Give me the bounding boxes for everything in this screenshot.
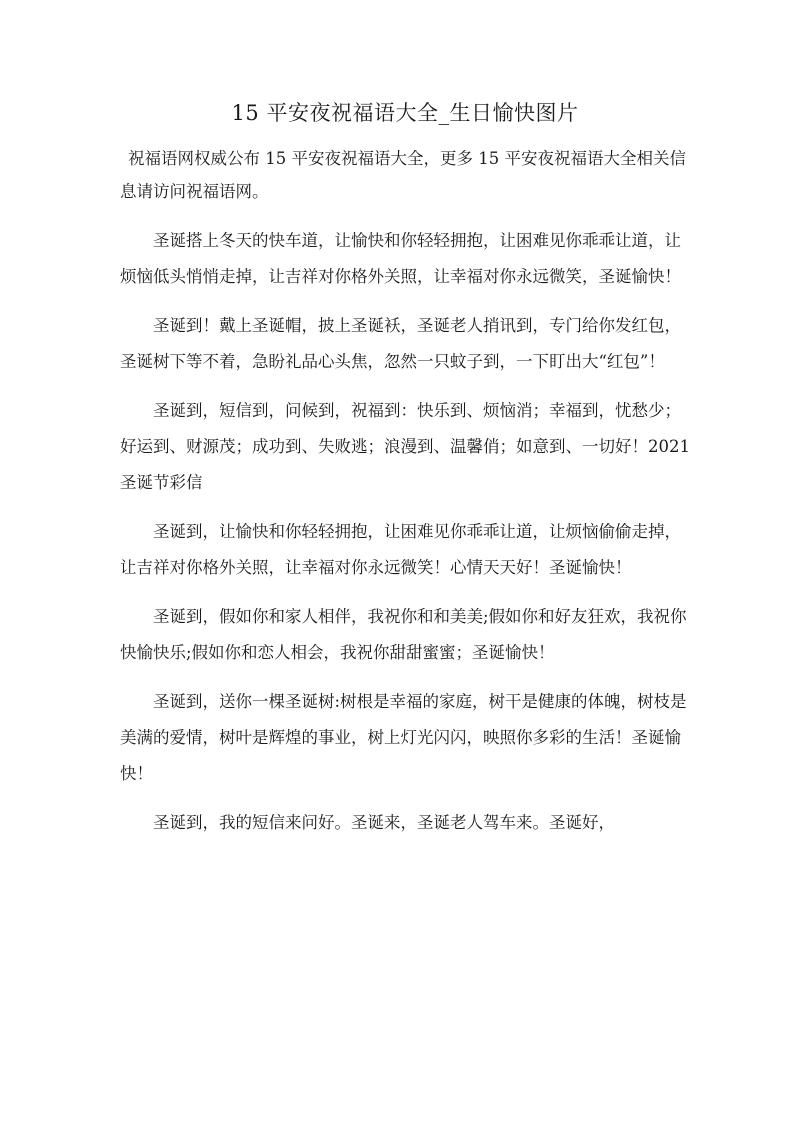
greeting-paragraph: 圣诞到，短信到，问候到，祝福到：快乐到、烦恼消；幸福到，忧愁少；好运到、财源茂；成功到、失败逃；浪漫到、温馨俏；如意到、一切好！2021 圣诞节彩信: [120, 401, 690, 492]
greeting-paragraph: 圣诞到！戴上圣诞帽，披上圣诞袄，圣诞老人捎讯到，专门给你发红包，圣诞树下等不着，急盼礼品心头焦，忽然一只蚊子到，一下盯出大“红包”！: [120, 316, 681, 371]
document-title: 15 平安夜祝福语大全_生日愉快图片: [231, 101, 579, 125]
document-page: [120, 98, 690, 854]
greeting-paragraph: 圣诞搭上冬天的快车道，让愉快和你轻轻拥抱，让困难见你乖乖让道，让烦恼低头悄悄走掉，让吉祥对你格外关照，让幸福对你永远微笑，圣诞愉快！: [120, 231, 681, 286]
intro-paragraph: 祝福语网权威公布 15 平安夜祝福语大全，更多 15 平安夜祝福语大全相关信息请访问祝福语网。: [120, 149, 686, 201]
greeting-paragraph: 圣诞到，送你一棵圣诞树:树根是幸福的家庭，树干是健康的体魄，树枝是美满的爱情，树叶是辉煌的事业，树上灯光闪闪，映照你多彩的生活！圣诞愉快！: [120, 692, 687, 783]
greeting-paragraph: 圣诞到，我的短信来问好。圣诞来，圣诞老人驾车来。圣诞好，: [153, 813, 615, 832]
greeting-paragraph: 圣诞到，让愉快和你轻轻拥抱，让困难见你乖乖让道，让烦恼偷偷走掉，让吉祥对你格外关照，让幸福对你永远微笑！心情天天好！圣诞愉快！: [120, 522, 681, 577]
greeting-paragraph: 圣诞到，假如你和家人相伴，我祝你和和美美;假如你和好友狂欢，我祝你快愉快乐;假如你和恋人相会，我祝你甜甜蜜蜜；圣诞愉快！: [120, 607, 687, 662]
